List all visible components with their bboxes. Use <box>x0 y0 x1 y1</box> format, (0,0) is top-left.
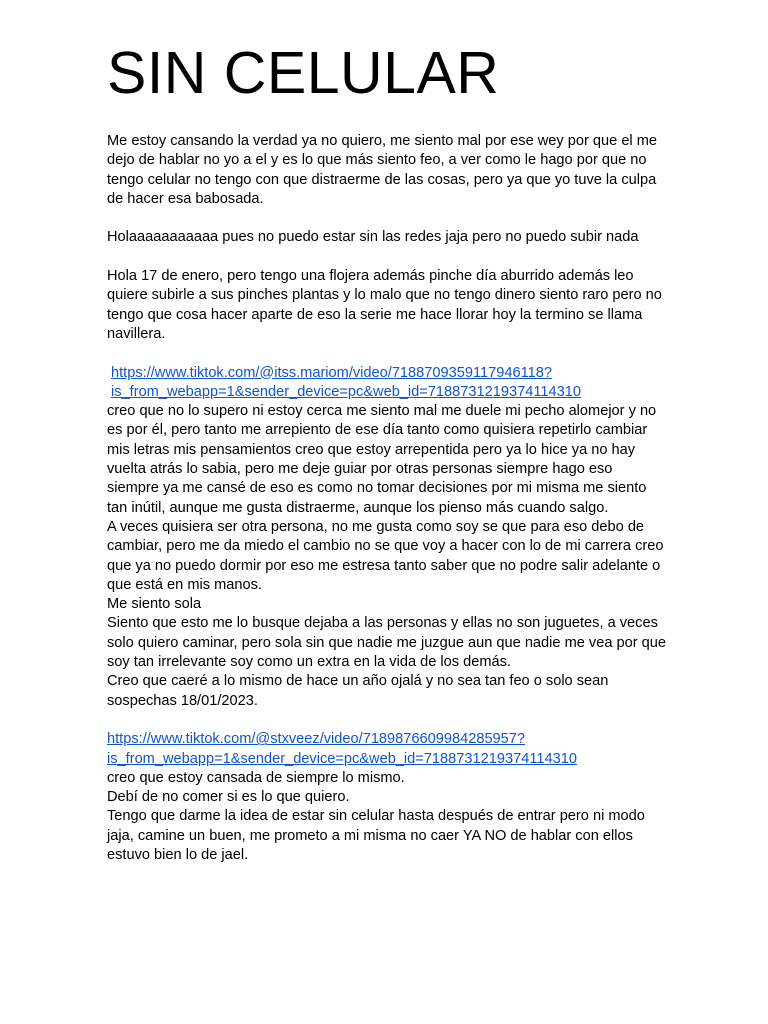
blank-line <box>107 344 667 363</box>
document-page <box>107 36 667 865</box>
tiktok-link-2[interactable] <box>107 730 667 769</box>
blank-line <box>107 248 667 267</box>
tiktok-link-2-line-2[interactable]: is_from_webapp=1&sender_device=pc&web_id=7188731219374114310 <box>107 750 577 767</box>
paragraph: Hola 17 de enero, pero tengo una flojera además pinche día aburrido además leo quiere subirle a sus pinches plantas y lo malo que no tengo dinero siento raro pero no tengo que cosa hacer aparte de eso la serie me hace llorar hoy la termino se llama navillera. <box>107 268 662 342</box>
tiktok-link-1[interactable] <box>107 364 667 403</box>
paragraph: Me siento sola <box>107 596 202 613</box>
paragraph: creo que no lo supero ni estoy cerca me siento mal me duele mi pecho alomejor y no es por él, pero tanto me arrepiento de ese día tanto como quisiera repetirlo cambiar mis letras mis pensamientos creo que estoy arrepentida pero ya lo hice ya no hay vuelta atrás lo sabia, pero me deje guiar por otras personas siempre hago eso siempre ya me cansé de eso es como no tomar decisiones por mi misma me siento tan inútil, aunque me gusta distraerme, aunque los pienso más cuando salgo. <box>107 403 657 516</box>
tiktok-link-2-line-1[interactable]: https://www.tiktok.com/@stxveez/video/7189876609984285957? <box>107 731 526 748</box>
paragraph: creo que estoy cansada de siempre lo mismo. <box>107 769 405 786</box>
paragraph: A veces quisiera ser otra persona, no me gusta como soy se que para eso debo de cambiar, pero me da miedo el cambio no se que voy a hacer con lo de mi carrera creo que ya no puedo dormir por eso me estresa tanto saber que no podre salir adelante o que está en mis manos. <box>107 518 664 593</box>
paragraph: Tengo que darme la idea de estar sin celular hasta después de entrar pero ni modo jaja, camine un buen, me prometo a mi misma no caer YA NO de hablar con ellos estuvo bien lo de jael. <box>107 808 645 863</box>
tiktok-link-1-line-1[interactable]: https://www.tiktok.com/@itss.mariom/video/7188709359117946118? <box>111 364 552 381</box>
blank-line <box>107 711 667 730</box>
tiktok-link-1-line-2[interactable]: is_from_webapp=1&sender_device=pc&web_id=7188731219374114310 <box>111 383 581 400</box>
paragraph: Me estoy cansando la verdad ya no quiero, me siento mal por ese wey por que el me dejo de hablar no yo a el y es lo que más siento feo, a ver como le hago por que no tengo celular no tengo con que distraerme de las cosas, pero ya que yo tuve la culpa de hacer esa babosada. <box>107 133 658 207</box>
paragraph: Siento que esto me lo busque dejaba a las personas y ellas no son juguetes, a veces solo quiero caminar, pero sola sin que nadie me juzgue aun que nadie me vea por que soy tan irrelevante soy como un extra en la vida de los demás. <box>107 615 666 671</box>
blank-line <box>107 209 667 228</box>
paragraph: Debí de no comer si es lo que quiero. <box>107 789 350 806</box>
paragraph: Creo que caeré a lo mismo de hace un año ojalá y no sea tan feo o solo sean sospechas 18/01/2023. <box>107 673 609 709</box>
paragraph: Holaaaaaaaaaaa pues no puedo estar sin las redes jaja pero no puedo subir nada <box>107 229 639 246</box>
document-title: SIN CELULAR <box>107 40 500 106</box>
